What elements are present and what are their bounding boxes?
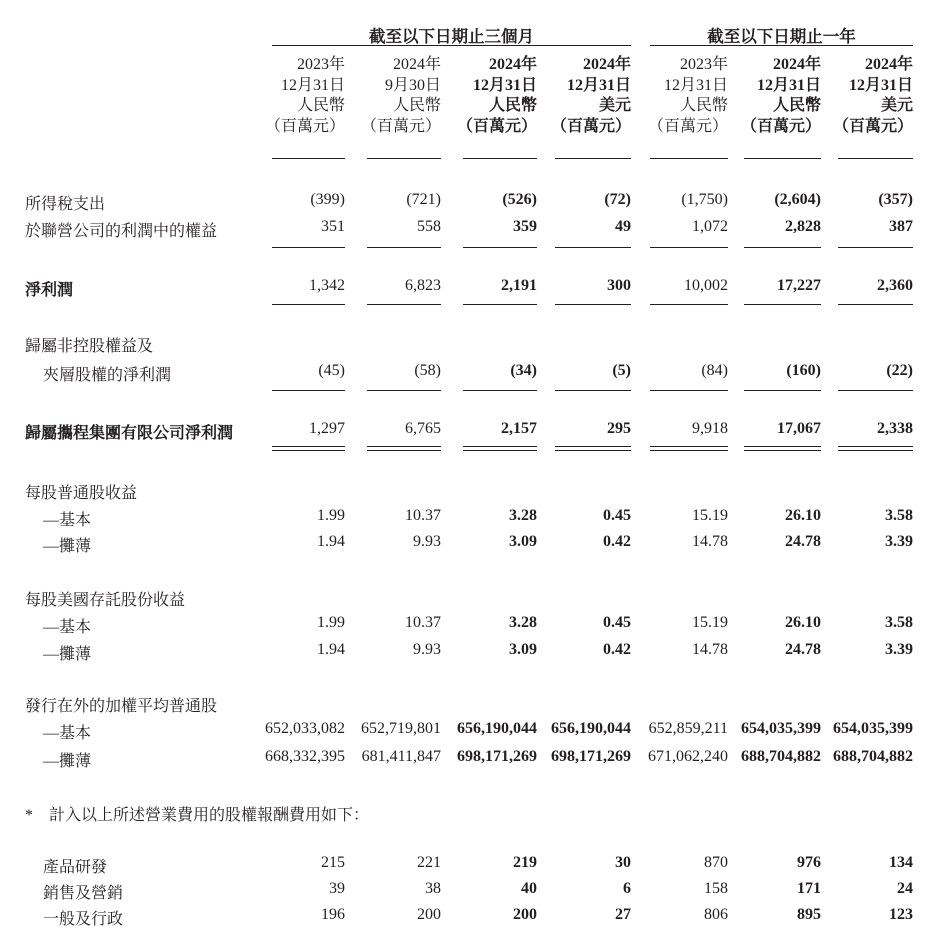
total-double-rule bbox=[463, 446, 537, 451]
table-cell: 698,171,269 bbox=[457, 748, 537, 765]
column-header-line: 12月31日 bbox=[280, 76, 345, 94]
column-header-line: 2024年 bbox=[772, 56, 821, 73]
table-cell: 14.78 bbox=[692, 641, 728, 658]
subtotal-rule bbox=[367, 247, 441, 248]
table-cell: (1,750) bbox=[681, 191, 728, 208]
net-income-rule bbox=[650, 304, 728, 305]
sbc-footnote-label: * 計入以上所述營業費用的股權報酬費用如下： bbox=[25, 807, 370, 824]
column-header-line: （百萬元） bbox=[740, 117, 821, 135]
table-cell: 656,190,044 bbox=[551, 720, 631, 737]
column-header-line: 人民幣 bbox=[296, 97, 345, 114]
table-cell: 30 bbox=[615, 854, 631, 871]
table-cell: 10.37 bbox=[405, 614, 441, 631]
table-cell: (45) bbox=[318, 362, 345, 379]
column-header-line: 2023年 bbox=[679, 56, 728, 73]
column-header-line: 2024年 bbox=[864, 56, 913, 73]
table-cell: 351 bbox=[321, 218, 345, 235]
net-income-rule bbox=[272, 304, 345, 305]
column-header bbox=[803, 55, 913, 137]
total-double-rule bbox=[838, 446, 913, 451]
table-cell: (526) bbox=[502, 191, 537, 208]
table-cell: 215 bbox=[321, 854, 345, 871]
eps-diluted-row-label: —攤薄 bbox=[43, 538, 92, 555]
table-cell: 656,190,044 bbox=[457, 720, 537, 737]
column-group-rule bbox=[650, 45, 913, 46]
ads-eps-heading-label: 每股美國存託股份收益 bbox=[25, 592, 186, 609]
share-of-associates-row-label: 於聯營公司的利潤中的權益 bbox=[25, 223, 218, 240]
table-cell: (5) bbox=[612, 362, 631, 379]
column-header-line: 12月31日 bbox=[756, 76, 821, 94]
table-cell: 9.93 bbox=[413, 641, 441, 658]
table-cell: 221 bbox=[417, 854, 441, 871]
table-cell: 0.45 bbox=[603, 614, 631, 631]
sbc-ga-row-label: 一般及行政 bbox=[43, 911, 124, 928]
eps-basic-row-label: —基本 bbox=[43, 512, 92, 529]
net-income-row-label: 淨利潤 bbox=[25, 282, 74, 299]
table-cell: 158 bbox=[704, 880, 728, 897]
table-cell: (160) bbox=[786, 362, 821, 379]
ads-eps-basic-row-label: —基本 bbox=[43, 619, 92, 636]
table-cell: 200 bbox=[513, 906, 537, 923]
table-cell: 654,035,399 bbox=[833, 720, 913, 737]
table-cell: 6,765 bbox=[405, 420, 441, 437]
subtotal-rule bbox=[650, 247, 728, 248]
subtotal-rule bbox=[838, 247, 913, 248]
table-cell: 652,859,211 bbox=[648, 720, 728, 737]
subtotal-rule bbox=[272, 247, 345, 248]
weighted-shares-basic-row-label: —基本 bbox=[43, 725, 92, 742]
column-header-line: （百萬元） bbox=[550, 117, 631, 135]
column-header-line: （百萬元） bbox=[264, 117, 345, 135]
column-header-line: 12月31日 bbox=[566, 76, 631, 94]
column-header-line: （百萬元） bbox=[832, 117, 913, 135]
total-double-rule bbox=[272, 446, 345, 451]
table-cell: 1.94 bbox=[317, 641, 345, 658]
header-underline bbox=[744, 158, 821, 159]
table-cell: (84) bbox=[701, 362, 728, 379]
table-cell: 3.09 bbox=[509, 641, 537, 658]
net-income-to-trip-row-label: 歸屬攜程集團有限公司淨利潤 bbox=[25, 425, 234, 442]
table-cell: 38 bbox=[425, 880, 441, 897]
table-cell: 49 bbox=[615, 218, 631, 235]
sbc-sales-row-label: 銷售及營銷 bbox=[43, 885, 124, 902]
table-cell: 300 bbox=[607, 277, 631, 294]
column-header-line: 2024年 bbox=[392, 56, 441, 73]
nci-rule bbox=[838, 390, 913, 391]
table-cell: 17,227 bbox=[777, 277, 821, 294]
table-cell: 558 bbox=[417, 218, 441, 235]
table-cell: 652,719,801 bbox=[361, 720, 441, 737]
column-group-header: 截至以下日期止三個月 bbox=[369, 27, 534, 46]
nci-rule bbox=[555, 390, 631, 391]
table-cell: 2,191 bbox=[501, 277, 537, 294]
table-cell: 15.19 bbox=[692, 614, 728, 631]
table-cell: 40 bbox=[521, 880, 537, 897]
table-cell: 24.78 bbox=[785, 533, 821, 550]
column-header-line: 9月30日 bbox=[384, 76, 441, 94]
net-income-rule bbox=[367, 304, 441, 305]
nci-rule bbox=[744, 390, 821, 391]
table-cell: 3.58 bbox=[885, 614, 913, 631]
table-cell: 15.19 bbox=[692, 507, 728, 524]
table-cell: 1.99 bbox=[317, 507, 345, 524]
table-cell: (72) bbox=[604, 191, 631, 208]
table-cell: 652,033,082 bbox=[265, 720, 345, 737]
table-cell: 688,704,882 bbox=[833, 748, 913, 765]
nci-rule bbox=[367, 390, 441, 391]
column-header-line: （百萬元） bbox=[456, 117, 537, 135]
column-header-line: 人民幣 bbox=[392, 97, 441, 114]
table-cell: (721) bbox=[406, 191, 441, 208]
eps-heading-label: 每股普通股收益 bbox=[25, 485, 138, 502]
table-cell: 0.42 bbox=[603, 641, 631, 658]
table-cell: 1.99 bbox=[317, 614, 345, 631]
table-cell: 171 bbox=[797, 880, 821, 897]
table-cell: 2,338 bbox=[877, 420, 913, 437]
table-cell: 6 bbox=[623, 880, 631, 897]
table-cell: 1,072 bbox=[692, 218, 728, 235]
table-cell: (58) bbox=[414, 362, 441, 379]
subtotal-rule bbox=[555, 247, 631, 248]
table-cell: 895 bbox=[797, 906, 821, 923]
table-cell: 295 bbox=[607, 420, 631, 437]
attributable-nci-row-line1-label: 歸屬非控股權益及 bbox=[25, 338, 154, 355]
header-underline bbox=[650, 158, 728, 159]
table-cell: 681,411,847 bbox=[361, 748, 441, 765]
column-header-line: 12月31日 bbox=[472, 76, 537, 94]
table-cell: 654,035,399 bbox=[741, 720, 821, 737]
column-header-line: 人民幣 bbox=[679, 97, 728, 114]
table-cell: 14.78 bbox=[692, 533, 728, 550]
table-cell: 668,332,395 bbox=[265, 748, 345, 765]
column-header-line: （百萬元） bbox=[360, 117, 441, 135]
column-group-header: 截至以下日期止一年 bbox=[707, 27, 856, 46]
nci-rule bbox=[650, 390, 728, 391]
table-cell: 3.28 bbox=[509, 614, 537, 631]
table-cell: 0.42 bbox=[603, 533, 631, 550]
table-cell: 24.78 bbox=[785, 641, 821, 658]
income-tax-row-label: 所得稅支出 bbox=[25, 196, 106, 213]
header-underline bbox=[463, 158, 537, 159]
table-cell: 39 bbox=[329, 880, 345, 897]
column-group-rule bbox=[272, 45, 631, 46]
table-cell: 806 bbox=[704, 906, 728, 923]
header-underline bbox=[555, 158, 631, 159]
sbc-rd-row-label: 產品研發 bbox=[43, 859, 108, 876]
table-cell: 123 bbox=[889, 906, 913, 923]
column-header-line: 2023年 bbox=[296, 56, 345, 73]
nci-rule bbox=[272, 390, 345, 391]
column-header-line: 12月31日 bbox=[663, 76, 728, 94]
column-header-line: 2024年 bbox=[488, 56, 537, 73]
table-cell: (357) bbox=[878, 191, 913, 208]
table-cell: 3.58 bbox=[885, 507, 913, 524]
table-cell: 27 bbox=[615, 906, 631, 923]
table-cell: 698,171,269 bbox=[551, 748, 631, 765]
table-cell: 3.39 bbox=[885, 533, 913, 550]
total-double-rule bbox=[555, 446, 631, 451]
total-double-rule bbox=[650, 446, 728, 451]
net-income-rule bbox=[838, 304, 913, 305]
table-cell: 671,062,240 bbox=[648, 748, 728, 765]
table-cell: (34) bbox=[510, 362, 537, 379]
total-double-rule bbox=[367, 446, 441, 451]
header-underline bbox=[838, 158, 913, 159]
table-cell: 1.94 bbox=[317, 533, 345, 550]
subtotal-rule bbox=[463, 247, 537, 248]
table-cell: (2,604) bbox=[774, 191, 821, 208]
table-cell: 3.28 bbox=[509, 507, 537, 524]
column-header-line: （百萬元） bbox=[647, 117, 728, 135]
table-cell: 2,828 bbox=[785, 218, 821, 235]
total-double-rule bbox=[744, 446, 821, 451]
table-cell: 9.93 bbox=[413, 533, 441, 550]
table-cell: 134 bbox=[889, 854, 913, 871]
table-cell: 200 bbox=[417, 906, 441, 923]
column-header-line: 美元 bbox=[880, 97, 913, 114]
table-cell: 1,297 bbox=[309, 420, 345, 437]
table-cell: 387 bbox=[889, 218, 913, 235]
table-cell: 24 bbox=[897, 880, 913, 897]
column-header-line: 美元 bbox=[598, 97, 631, 114]
column-header bbox=[235, 55, 345, 137]
table-cell: 26.10 bbox=[785, 614, 821, 631]
net-income-rule bbox=[463, 304, 537, 305]
table-cell: (22) bbox=[886, 362, 913, 379]
table-cell: 2,157 bbox=[501, 420, 537, 437]
header-underline bbox=[272, 158, 345, 159]
table-cell: 688,704,882 bbox=[741, 748, 821, 765]
column-header bbox=[331, 55, 441, 137]
weighted-shares-heading-label: 發行在外的加權平均普通股 bbox=[25, 698, 218, 715]
table-cell: 359 bbox=[513, 218, 537, 235]
weighted-shares-diluted-row-label: —攤薄 bbox=[43, 753, 92, 770]
net-income-rule bbox=[555, 304, 631, 305]
header-underline bbox=[367, 158, 441, 159]
table-cell: 3.39 bbox=[885, 641, 913, 658]
column-header-line: 人民幣 bbox=[488, 97, 537, 114]
table-cell: 870 bbox=[704, 854, 728, 871]
column-header-line: 人民幣 bbox=[772, 97, 821, 114]
table-cell: 0.45 bbox=[603, 507, 631, 524]
table-cell: 2,360 bbox=[877, 277, 913, 294]
table-cell: 17,067 bbox=[777, 420, 821, 437]
table-cell: (399) bbox=[310, 191, 345, 208]
table-cell: 10.37 bbox=[405, 507, 441, 524]
subtotal-rule bbox=[744, 247, 821, 248]
nci-rule bbox=[463, 390, 537, 391]
net-income-rule bbox=[744, 304, 821, 305]
attributable-nci-row-label: 夾層股權的淨利潤 bbox=[43, 367, 172, 384]
table-cell: 196 bbox=[321, 906, 345, 923]
column-header-line: 2024年 bbox=[582, 56, 631, 73]
table-cell: 3.09 bbox=[509, 533, 537, 550]
table-cell: 10,002 bbox=[684, 277, 728, 294]
column-header bbox=[521, 55, 631, 137]
table-cell: 219 bbox=[513, 854, 537, 871]
table-cell: 976 bbox=[797, 854, 821, 871]
table-cell: 9,918 bbox=[692, 420, 728, 437]
column-header-line: 12月31日 bbox=[848, 76, 913, 94]
table-cell: 6,823 bbox=[405, 277, 441, 294]
table-cell: 26.10 bbox=[785, 507, 821, 524]
ads-eps-diluted-row-label: —攤薄 bbox=[43, 646, 92, 663]
table-cell: 1,342 bbox=[309, 277, 345, 294]
